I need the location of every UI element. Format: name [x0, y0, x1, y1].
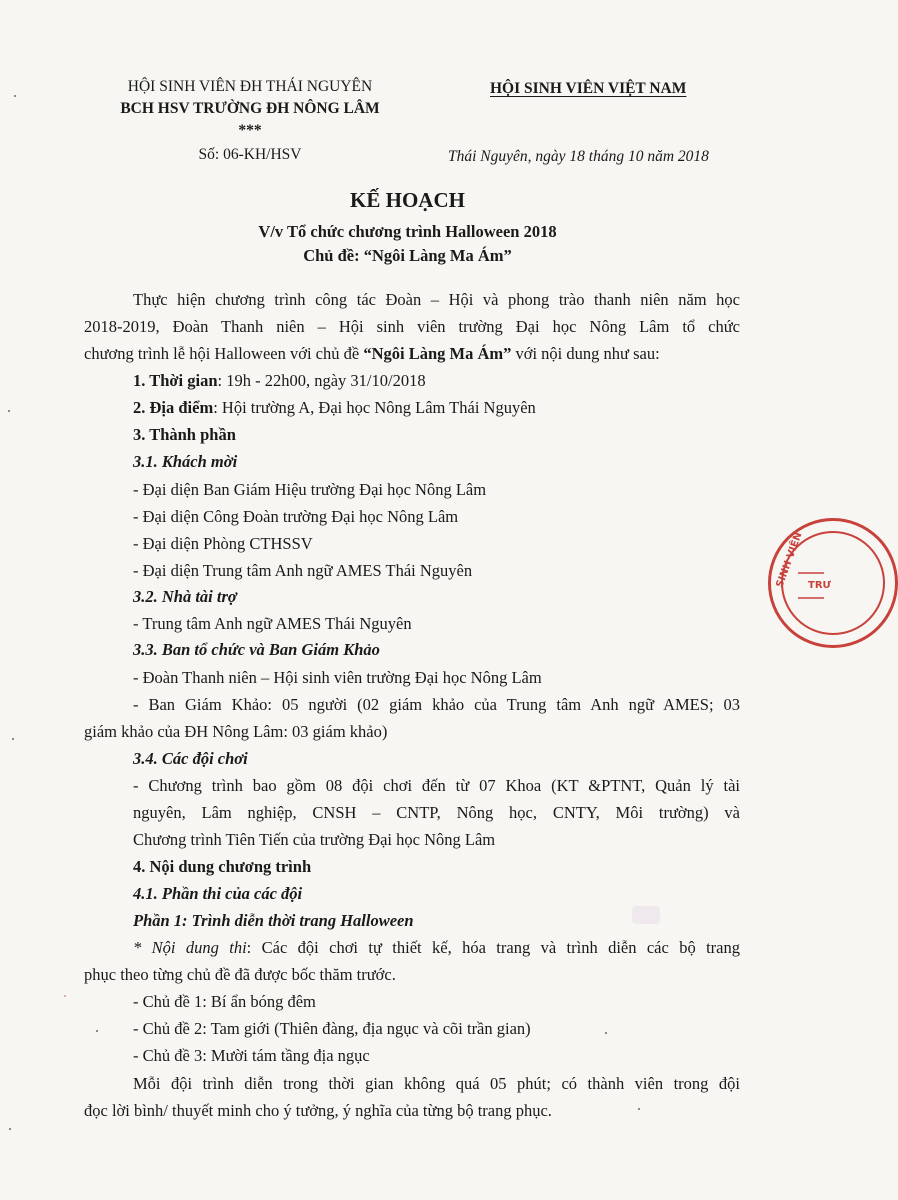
place-label: 2. Địa điểm [133, 398, 214, 417]
teams-line-3: Chương trình Tiên Tiến của trường Đại học Nông Lâm [133, 830, 496, 849]
intro-line-3: chương trình lễ hội Halloween với chủ đề “Ngôi Làng Ma Ám” với nội dung như sau: [84, 344, 660, 363]
guest-item: - Đại diện Công Đoàn trường Đại học Nông Lâm [133, 507, 459, 526]
organizers-heading: 3.3. Ban tổ chức và Ban Giám Khảo [133, 640, 380, 659]
intro-line-2: 2018-2019, Đoàn Thanh niên – Hội sinh viên trường Đại học Nông Lâm tổ chức [84, 317, 740, 336]
content-label: * Nội dung thi [133, 938, 247, 957]
content-line-1: * Nội dung thi: Các đội chơi tự thiết kế, hóa trang và trình diễn các bộ trang [133, 938, 740, 957]
header-stars: *** [238, 122, 262, 139]
document-number: Số: 06-KH/HSV [198, 146, 302, 163]
guest-item: - Đại diện Ban Giám Hiệu trường Đại học Nông Lâm [133, 480, 487, 499]
sponsor-heading: 3.2. Nhà tài trợ [133, 587, 237, 606]
intro-line-1: Thực hiện chương trình công tác Đoàn – Hội và phong trào thanh niên năm học [133, 290, 740, 309]
org-line-2: BCH HSV TRƯỜNG ĐH NÔNG LÂM [120, 100, 380, 117]
contest-heading: 4.1. Phần thi của các đội [133, 884, 303, 903]
guests-heading: 3.1. Khách mời [133, 452, 238, 471]
place-value: : Hội trường A, Đại học Nông Lâm Thái Nguyên [213, 398, 536, 417]
theme-item: - Chủ đề 3: Mười tám tầng địa ngục [133, 1046, 370, 1065]
time-label: 1. Thời gian [133, 371, 218, 390]
time-value: : 19h - 22h00, ngày 31/10/2018 [217, 371, 426, 390]
theme-item: - Chủ đề 2: Tam giới (Thiên đàng, địa ngục và cõi trần gian) [133, 1019, 531, 1038]
teams-heading: 3.4. Các đội chơi [133, 749, 248, 768]
document-title: KẾ HOẠCH [350, 188, 465, 212]
seal-lettering-icon [768, 518, 898, 648]
judges-line-2: giám khảo của ĐH Nông Lâm: 03 giám khảo) [84, 722, 388, 741]
participants-heading: 3. Thành phần [133, 425, 236, 444]
official-seal [768, 518, 898, 648]
teams-line-1: - Chương trình bao gồm 08 đội chơi đến từ 07 Khoa (KT &PTNT, Quản lý tài [133, 776, 740, 795]
place-line [133, 398, 536, 418]
svg-text:SINH VIÊN: SINH VIÊN [774, 530, 805, 590]
scan-blemish [632, 906, 660, 924]
closing-line-2: đọc lời bình/ thuyết minh cho ý tưởng, ý nghĩa của từng bộ trang phục. [84, 1101, 552, 1120]
intro-theme-name: “Ngôi Làng Ma Ám” [363, 344, 512, 363]
theme-item: - Chủ đề 1: Bí ẩn bóng đêm [133, 992, 316, 1011]
organizer-item: - Đoàn Thanh niên – Hội sinh viên trường Đại học Nông Lâm [133, 668, 542, 687]
guest-item: - Đại diện Phòng CTHSSV [133, 534, 313, 553]
content-heading: 4. Nội dung chương trình [133, 857, 312, 876]
place-date: Thái Nguyên, ngày 18 tháng 10 năm 2018 [448, 148, 709, 165]
org-line-1: HỘI SINH VIÊN ĐH THÁI NGUYÊN [127, 78, 373, 95]
sponsor-item: - Trung tâm Anh ngữ AMES Thái Nguyên [133, 614, 412, 633]
national-org-title: HỘI SINH VIÊN VIỆT NAM [490, 80, 687, 97]
closing-line-1: Mỗi đội trình diễn trong thời gian không quá 05 phút; có thành viên trong đội [133, 1074, 740, 1093]
judges-line-1: - Ban Giám Khảo: 05 người (02 giám khảo của Trung tâm Anh ngữ AMES; 03 [133, 695, 740, 714]
teams-line-2: nguyên, Lâm nghiệp, CNSH – CNTP, Nông học, CNTY, Môi trường) và [133, 803, 740, 822]
guest-item: - Đại diện Trung tâm Anh ngữ AMES Thái Nguyên [133, 561, 473, 580]
time-line [133, 371, 426, 391]
part1-heading: Phần 1: Trình diễn thời trang Halloween [133, 911, 414, 930]
content-line-2: phục theo từng chủ đề đã được bốc thăm trước. [84, 965, 396, 984]
svg-text:TRƯ: TRƯ [808, 580, 831, 591]
document-subject: V/v Tổ chức chương trình Halloween 2018 [258, 222, 557, 241]
document-theme: Chủ đề: “Ngôi Làng Ma Ám” [303, 246, 512, 265]
